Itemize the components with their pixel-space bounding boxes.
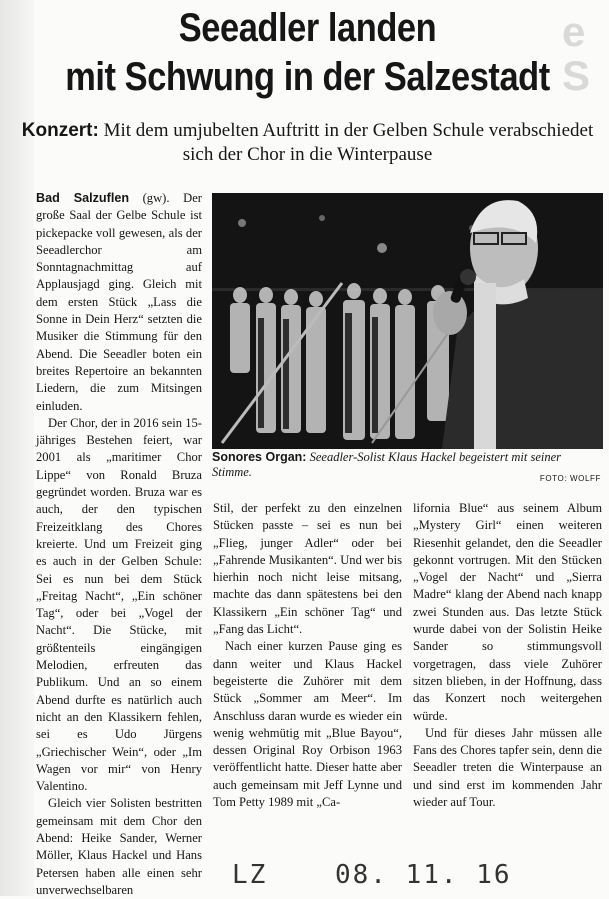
concert-photo [212,193,603,449]
paragraph-1-text: (gw). Der große Saal der Gelbe Schule ist pickepacke voll gewesen, als der Seeadlerchor am Sonntagnachmittag auf Applausjagd ging. Gleich mit dem ersten Stück „Lass die Sonne in Dein Herz“ setzten die Musiker die Stimmung für den Abend. Die Seeadler boten ein breites Repertoire an bekannten Liedern, die zum Mitsingen einluden. [36,191,202,413]
paragraph-3: Gleich vier Solisten bestritten gemeinsam mit dem Chor den Abend: Heike Sander, Werner Möller, Klaus Hackel und Hans Petersen haben alle einen sehr unverwechselbaren [36,796,202,897]
subhead-keyword: Konzert: [21,120,99,141]
photo-credit: FOTO: WOLFF [539,474,601,483]
article-column-2 [213,500,402,811]
handwritten-source: LZ [232,860,268,890]
paragraph-2: Der Chor, der in 2016 sein 15-jähriges Bestehen feiert, war 2001 als „maritimer Chor Lippe“ von Ronald Bruza gegründet worden. Bruza war es auch, der den typischen Freizeitklang des Chores kreierte. Und um Freizeit ging es auch in der Gelben Schule: Sei es nun bei dem Stück „Freitag Nacht“, „Ein schöner Tag“, oder bei „Vogel der Nacht“. Die Stücke, mit größtenteils eingängigen Melodien, erfreuten das Publikum. Und an so einem Abend durfte es natürlich auch nicht an den Klassikern fehlen, sei es Udo Jürgens „Griechischer Wein“, oder „Im Wagen vor mir“ von Henry Valentino. [36,415,202,794]
dateline: Bad Salzuflen [36,191,130,205]
caption-text: Seeadler-Solist Klaus Hackel begeistert mit seiner Stimme. [212,450,562,479]
article-column-1 [36,190,202,899]
subhead-text: Mit dem umjubelten Auftritt in der Gelben Schule verabschiedet sich der Chor in die Winterpause [103,120,594,165]
handwritten-date: 08. 11. 16 [335,860,512,890]
headline [60,4,555,102]
headline-line-2: mit Schwung in der Salzestadt [65,55,550,99]
paragraph-7: Und für dieses Jahr müssen alle Fans des Chores tapfer sein, denn die Seeadler treten die Winterpause an und sind erst im kommenden Jahr wieder auf Tour. [413,725,602,810]
subheadline [20,119,595,167]
paragraph-6: lifornia Blue“ aus seinem Album „Mystery Girl“ einen weiteren Riesenhit gelandet, den die Seeadler gekonnt vortrugen. Mit den Stücken „Vogel der Nacht“ und „Sierra Madre“ klang der Abend nach knapp zwei Stunden aus. Das letzte Stück wurde dabei von der Solistin Heike Sander so stimmungsvoll vorgetragen, dass viele Zuhörer sitzen blieben, in der Hoffnung, dass das Konzert noch weitergehen würde. [413,501,602,723]
caption-lead: Sonores Organ: [212,450,307,464]
paragraph-1 [36,190,202,415]
paragraph-4: Stil, der perfekt zu den einzelnen Stücken passte – sei es nun bei „Flieg, junger Adler“ oder bei „Fahrende Musikanten“. Und wer bis hierhin noch nicht leise mitsang, machte das dann spätestens bei den Klassikern „Ein schöner Tag“ und „Fang das Licht“. [213,501,402,637]
article-column-3 [413,500,602,811]
paragraph-5: Nach einer kurzen Pause ging es dann weiter und Klaus Hackel begeisterte die Zuhörer mit dem Stück „Sommer am Meer“. Im Anschluss daran wurde es wieder ein wenig wehmütig mit „Blue Bayou“, dessen Original Roy Orbison 1963 veröffentlicht hatte. Dieser hatte aber auch gemeinsam mit Jeff Lynne und Tom Petty 1989 mit „Ca- [213,639,402,810]
bleed-through-glyphs: e S [562,8,591,99]
headline-line-1: Seeadler landen [178,6,437,50]
